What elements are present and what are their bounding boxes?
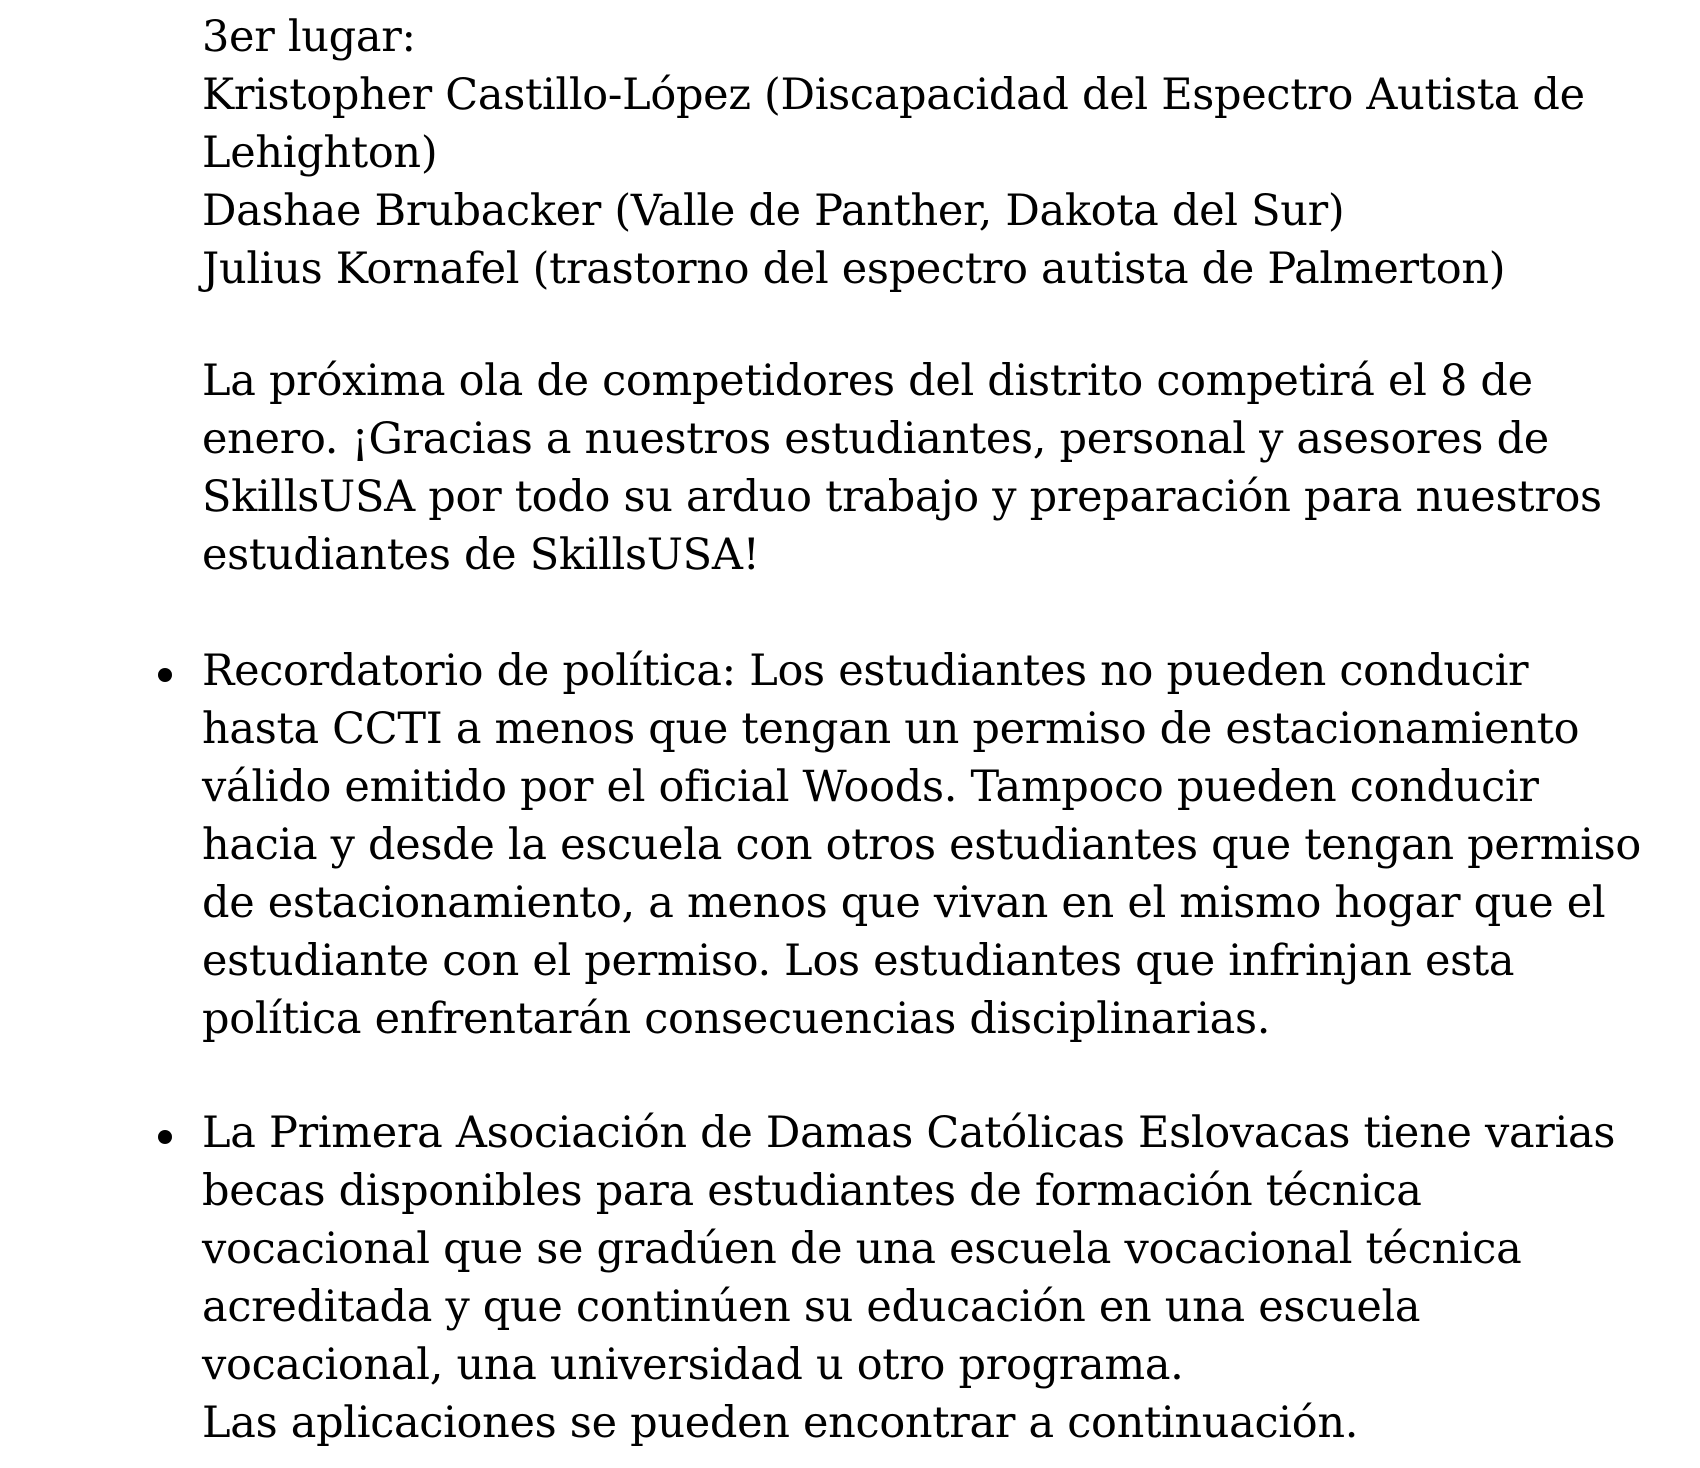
announcement-line: enero. ¡Gracias a nuestros estudiantes, personal y asesores de — [202, 414, 1549, 464]
policy-line: de estacionamiento, a menos que vivan en el mismo hogar que el — [202, 878, 1606, 928]
bullet-dot-icon — [158, 668, 172, 682]
announcement-line: SkillsUSA por todo su arduo trabajo y preparación para nuestros — [202, 472, 1602, 522]
announcement-line: estudiantes de SkillsUSA! — [202, 530, 760, 580]
awards-heading: 3er lugar: — [202, 12, 416, 62]
policy-reminder-item — [202, 642, 1641, 1048]
winner-line: Dashae Brubacker (Valle de Panther, Dakota del Sur) — [202, 186, 1345, 236]
scholarship-line: acreditada y que continúen su educación en una escuela — [202, 1282, 1421, 1332]
winner-line: Kristopher Castillo-López (Discapacidad del Espectro Autista de — [202, 70, 1585, 120]
scholarship-item — [202, 1104, 1622, 1452]
policy-line: política enfrentarán consecuencias disciplinarias. — [202, 994, 1271, 1044]
scholarship-line: vocacional, una universidad u otro programa. — [202, 1340, 1184, 1390]
scholarship-line: vocacional que se gradúen de una escuela vocacional técnica — [202, 1224, 1522, 1274]
winner-line: Julius Kornafel (trastorno del espectro autista de Palmerton) — [202, 244, 1506, 294]
policy-line: hacia y desde la escuela con otros estudiantes que tengan permiso — [202, 820, 1641, 870]
policy-line: estudiante con el permiso. Los estudiantes que infrinjan esta — [202, 936, 1515, 986]
awards-section — [202, 8, 1622, 298]
scholarship-line: La Primera Asociación de Damas Católicas Eslovacas tiene varias — [202, 1108, 1616, 1158]
policy-line: Recordatorio de política: Los estudiantes no pueden conducir — [202, 646, 1529, 696]
scholarship-line: Las aplicaciones se pueden encontrar a continuación. — [202, 1398, 1359, 1448]
winner-line: Lehighton) — [202, 128, 438, 178]
announcement-paragraph — [202, 352, 1622, 584]
scholarship-line: becas disponibles para estudiantes de formación técnica — [202, 1166, 1422, 1216]
policy-line: válido emitido por el oficial Woods. Tampoco pueden conducir — [202, 762, 1539, 812]
announcement-line: La próxima ola de competidores del distrito competirá el 8 de — [202, 356, 1533, 406]
bullet-dot-icon — [158, 1130, 172, 1144]
policy-line: hasta CCTI a menos que tengan un permiso de estacionamiento — [202, 704, 1580, 754]
